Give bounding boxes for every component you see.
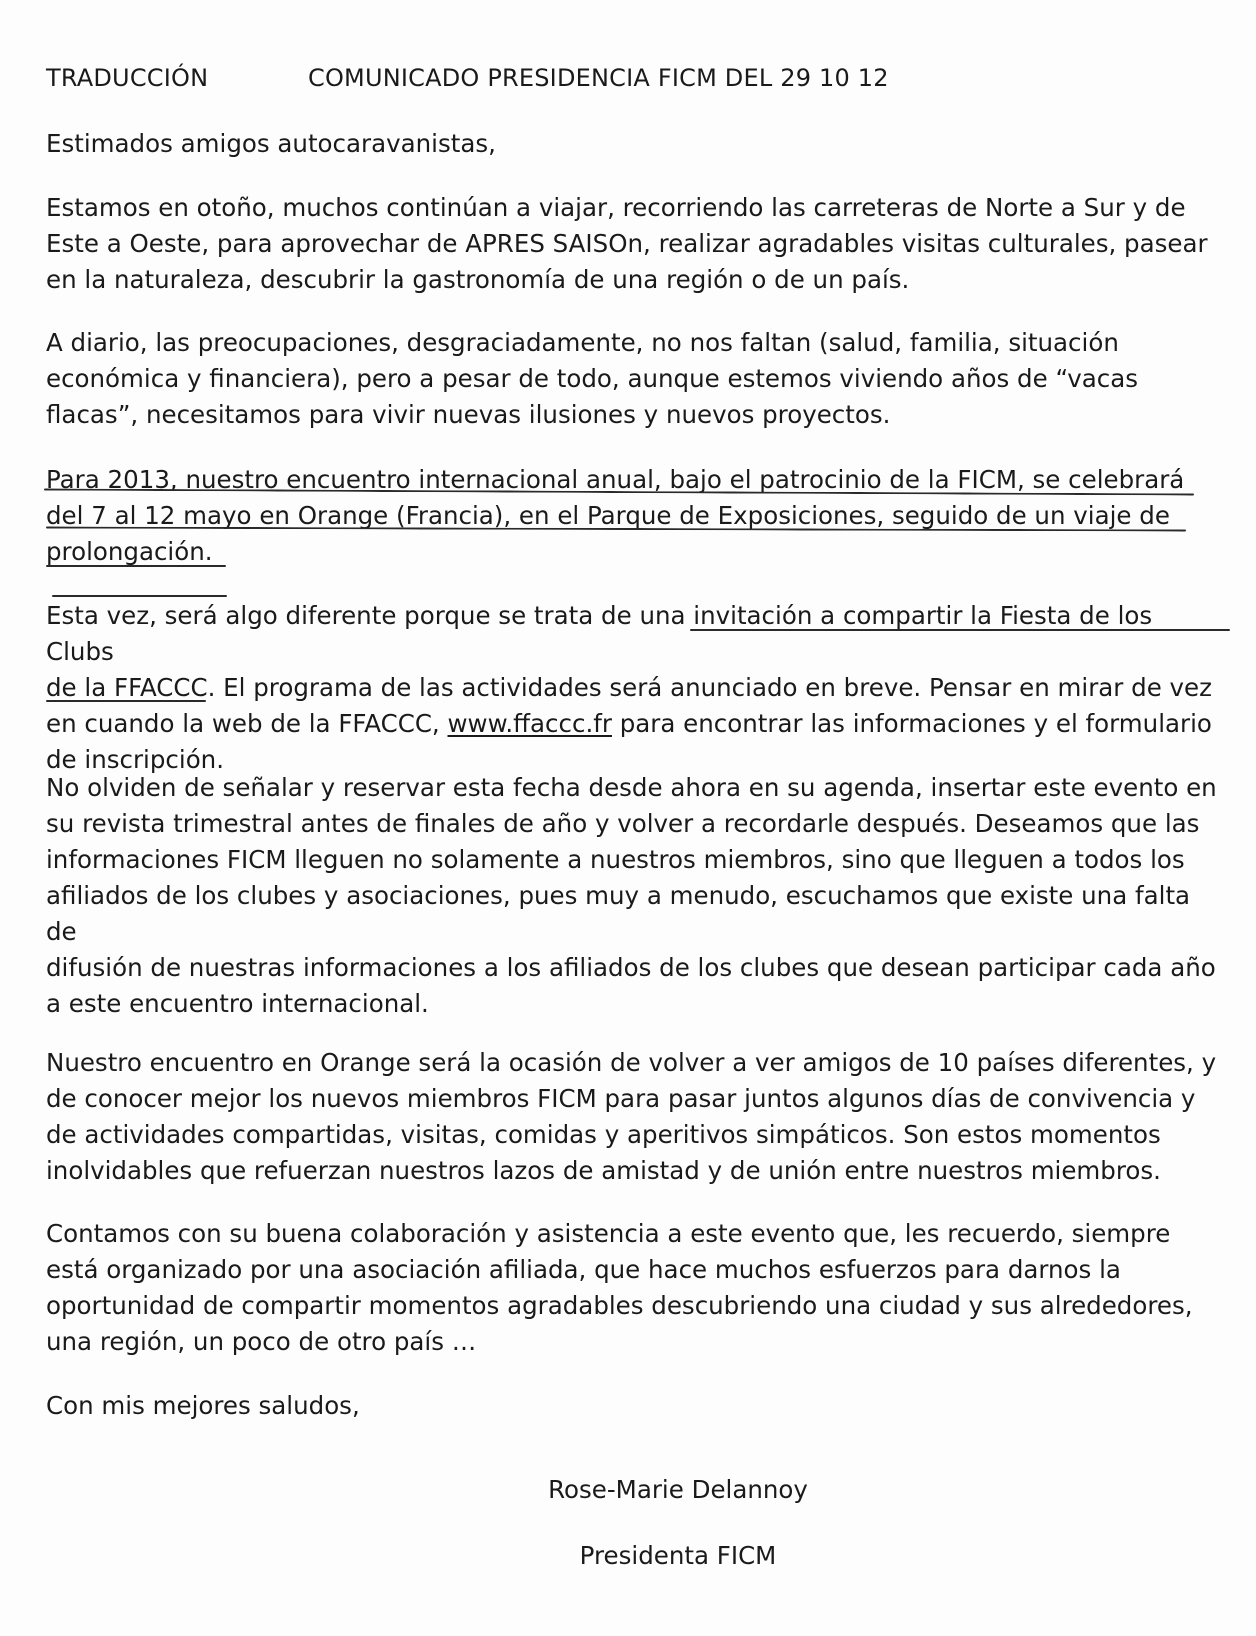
paragraph-clubs-festival xyxy=(46,598,1221,778)
greeting: Estimados amigos autocaravanistas, xyxy=(46,129,496,158)
paragraph-clubs-festival-text-end: para encontrar las informaciones y el formulario de inscripción. xyxy=(46,709,1212,774)
paragraph-clubs-festival-text-start: Esta vez, será algo diferente porque se trata de una invitación a compartir la Fiesta de los Clubs de la FFACCC. El programa de las actividades será anunciado en breve. Pensar en mirar de vez en cuando la web de la FFACCC, xyxy=(46,601,1212,738)
communique-title: COMUNICADO PRESIDENCIA FICM DEL 29 10 12 xyxy=(308,64,889,92)
signatory-name: Rose-Marie Delannoy xyxy=(548,1475,808,1504)
document-header xyxy=(46,64,1216,96)
closing-salutation: Con mis mejores saludos, xyxy=(46,1391,360,1420)
pen-underline-line-3 xyxy=(46,565,226,567)
paragraph-orange-meeting: Nuestro encuentro en Orange será la ocasión de volver a ver amigos de 10 países diferentes, y de conocer mejor los nuevos miembros FICM para pasar juntos algunos días de convivencia y de actividades compartidas, visitas, comidas y aperitivos simpáticos. Son estos momentos inolvidables que refuerzan nuestros lazos de amistad y de unión entre nuestros miembros. xyxy=(46,1048,1217,1185)
paragraph-collaboration: Contamos con su buena colaboración y asistencia a este evento que, les recuerdo, siempre está organizado por una asociación afiliada, que hace muchos esfuerzos para darnos la oportunidad de compartir momentos agradables descubriendo una ciudad y sus alrededores, una región, un poco de otro país … xyxy=(46,1219,1193,1356)
pen-underline-line-3b xyxy=(52,595,227,597)
signatory-title: Presidenta FICM xyxy=(579,1541,777,1570)
paragraph-autumn-travel: Estamos en otoño, muchos continúan a viajar, recorriendo las carreteras de Norte a Sur y de Este a Oeste, para aprovechar de APRES SAISOn, realizar agradables visitas culturales, pasear en la naturaleza, descubrir la gastronomía de una región o de un país. xyxy=(46,193,1208,294)
pen-underline-en-cuando xyxy=(46,700,206,702)
paragraph-daily-concerns: A diario, las preocupaciones, desgraciadamente, no nos faltan (salud, familia, situación económica y financiera), pero a pesar de todo, aunque estemos viviendo años de “vacas flacas”, necesitamos para vivir nuevas ilusiones y nuevos proyectos. xyxy=(46,328,1139,429)
translation-label: TRADUCCIÓN xyxy=(46,64,209,92)
pen-underline-invitation xyxy=(690,629,1230,631)
paragraph-save-the-date: No olviden de señalar y reservar esta fecha desde ahora en su agenda, insertar este evento en su revista trimestral antes de finales de año y volver a recordarle después. Deseamos que las informaciones FICM lleguen no solamente a nuestros miembros, sino que lleguen a todos los afiliados de los clubes y asociaciones, pues muy a menudo, escuchamos que existe una falta de difusión de nuestras informaciones a los afiliados de los clubes que desean participar cada año a este encuentro internacional. xyxy=(46,773,1217,1018)
paragraph-2013-meeting: Para 2013, nuestro encuentro internacional anual, bajo el patrocinio de la FICM, se celebrará del 7 al 12 mayo en Orange (Francia), en el Parque de Exposiciones, seguido de un viaje de prolongación. xyxy=(46,465,1185,566)
ffaccc-website-link[interactable]: www.ffaccc.fr xyxy=(447,709,612,738)
